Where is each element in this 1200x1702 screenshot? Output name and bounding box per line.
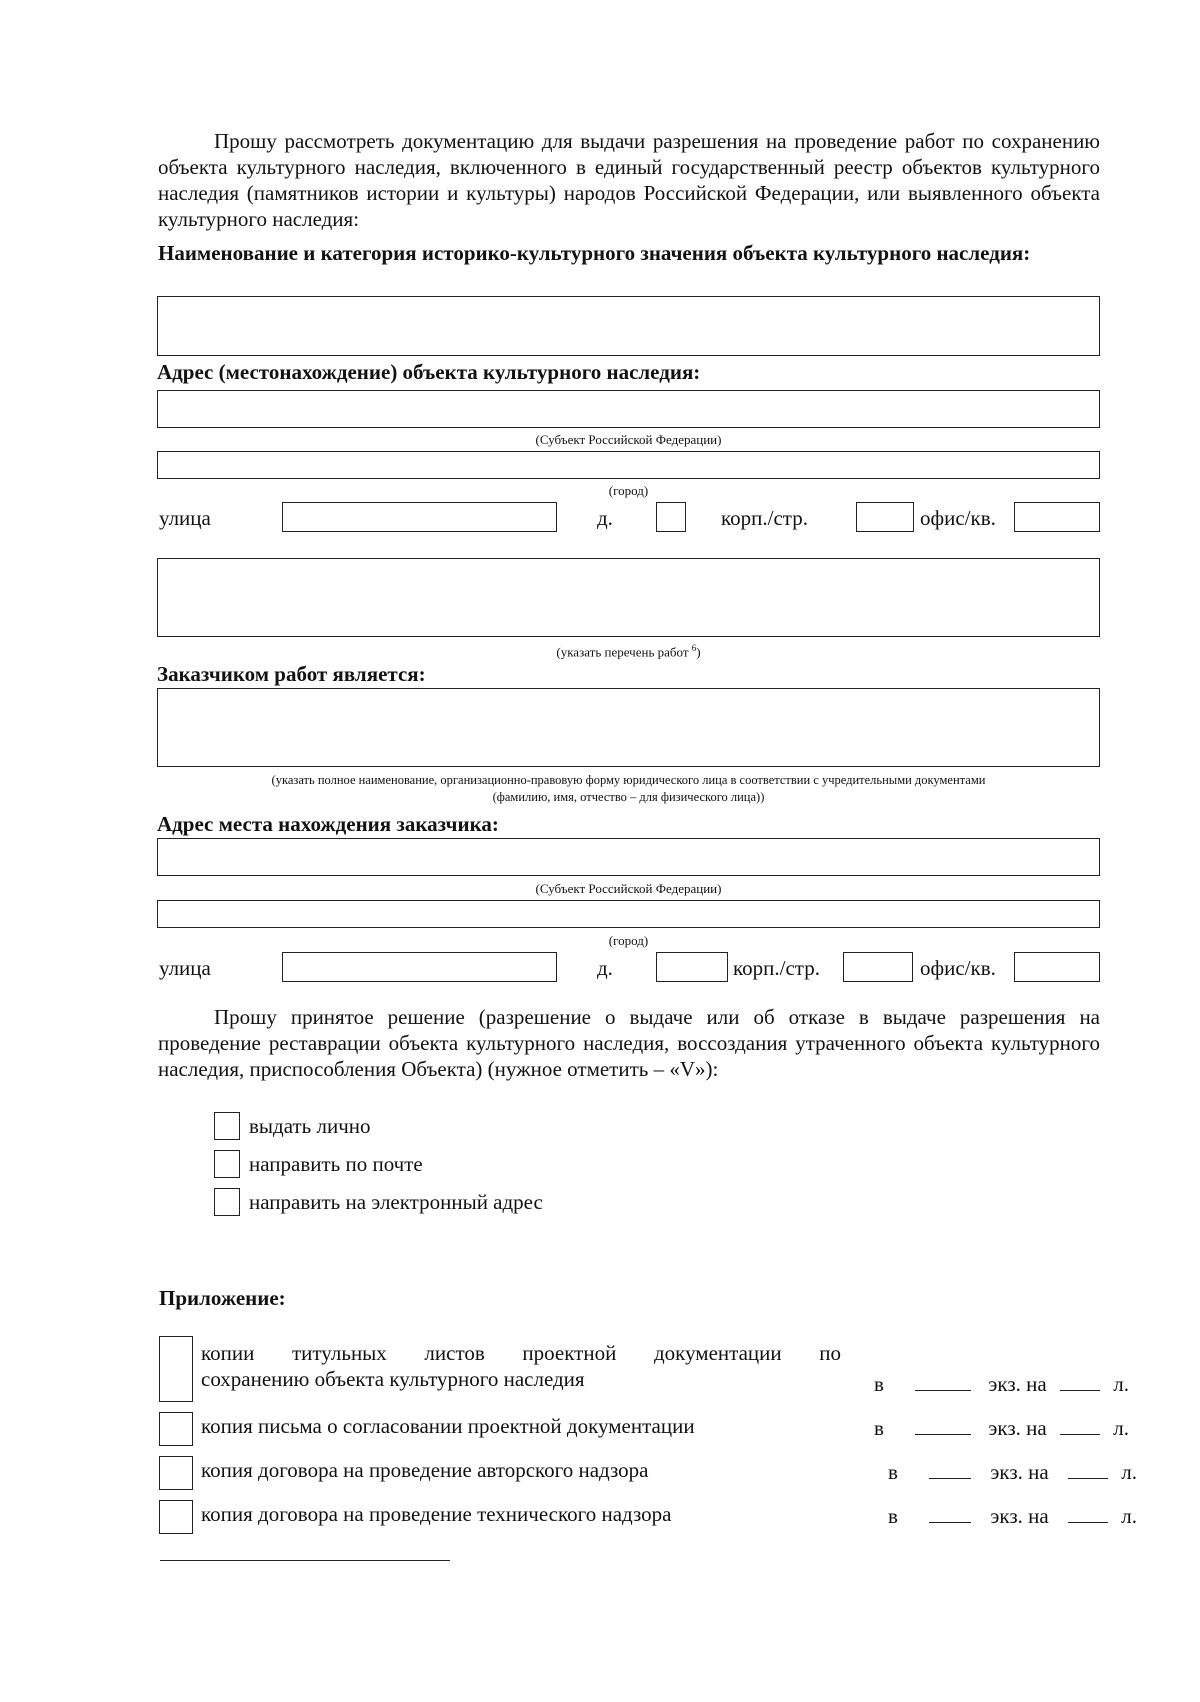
sheets-blank[interactable] [1068,1504,1108,1523]
appendix-item-counts: в экз. на л. [888,1504,1137,1528]
footnote-separator [160,1560,450,1561]
object-street-label: улица [159,506,211,530]
appendix-item-label: копии титульных листов проектной документации по [201,1341,841,1365]
appendix-item-counts: в экз. на л. [874,1416,1129,1440]
object-subject-field[interactable] [157,390,1100,428]
appendix-item-counts: в экз. на л. [874,1372,1129,1396]
appendix-heading: Приложение: [159,1286,286,1310]
delivery-option-label: направить на электронный адрес [249,1190,543,1214]
object-house-field[interactable] [656,502,686,532]
appendix-item-label: сохранению объекта культурного наследия [201,1367,585,1391]
copies-blank[interactable] [915,1416,971,1435]
sheets-blank[interactable] [1060,1372,1100,1391]
appendix-item-checkbox[interactable] [159,1456,193,1490]
appendix-item-label: копия письма о согласовании проектной документации [201,1414,695,1438]
object-street-field[interactable] [282,502,557,532]
sheets-blank[interactable] [1068,1460,1108,1479]
object-office-label: офис/кв. [920,506,996,530]
customer-street-label: улица [159,956,211,980]
customer-office-label: офис/кв. [920,956,996,980]
customer-city-caption: (город) [608,933,649,948]
appendix-item-checkbox[interactable] [159,1500,193,1534]
works-caption: (указать перечень работ $^6$) [556,643,701,660]
customer-caption-line1: (указать полное наименование, организационно-правовую форму юридического лица в соответствии с учредительными документами [271,773,986,787]
copies-blank[interactable] [929,1460,971,1479]
appendix-item-checkbox[interactable] [159,1412,193,1446]
object-office-field[interactable] [1014,502,1100,532]
appendix-item-label: копия договора на проведение авторского надзора [201,1458,649,1482]
customer-building-field[interactable] [843,952,913,982]
customer-building-label: корп./стр. [733,956,820,980]
appendix-item-checkbox[interactable] [159,1336,193,1402]
delivery-personal-checkbox[interactable] [214,1112,240,1140]
customer-address-heading: Адрес места нахождения заказчика: [157,812,499,836]
customer-caption-line2: (фамилию, имя, отчество – для физического лица)) [492,790,765,804]
object-building-field[interactable] [856,502,914,532]
customer-house-label: д. [597,956,613,980]
object-city-field[interactable] [157,451,1100,479]
delivery-option-label: выдать лично [249,1114,371,1138]
customer-subject-caption: (Субъект Российской Федерации) [535,881,722,896]
sheets-blank[interactable] [1060,1416,1100,1435]
delivery-mail-checkbox[interactable] [214,1150,240,1178]
object-name-heading: Наименование и категория историко-культурного значения объекта культурного наследия: [158,241,1031,265]
appendix-item-counts: в экз. на л. [888,1460,1137,1484]
customer-field[interactable] [157,688,1100,767]
delivery-email-checkbox[interactable] [214,1188,240,1216]
object-city-caption: (город) [608,483,649,498]
decision-paragraph: Прошу принятое решение (разрешение о выдаче или об отказе в выдаче разрешения на проведение реставрации объекта культурного наследия, воссоздания утраченного объекта культурного наследия, приспособления Объекта) (нужное отметить – «V»): [158,1005,1100,1081]
object-subject-caption: (Субъект Российской Федерации) [535,432,722,447]
works-footnote: 6 [691,643,697,653]
customer-house-field[interactable] [656,952,728,982]
customer-heading: Заказчиком работ является: [157,662,426,686]
customer-office-field[interactable] [1014,952,1100,982]
object-building-label: корп./стр. [721,506,808,530]
delivery-option-label: направить по почте [249,1152,423,1176]
appendix-item-label: копия договора на проведение технического надзора [201,1502,672,1526]
customer-street-field[interactable] [282,952,557,982]
copies-blank[interactable] [929,1504,971,1523]
object-address-heading: Адрес (местонахождение) объекта культурного наследия: [157,360,701,384]
intro-paragraph: Прошу рассмотреть документацию для выдачи разрешения на проведение работ по сохранению объекта культурного наследия, включенного в единый государственный реестр объектов культурного наследия (памятников истории и культуры) народов Российской Федерации, или выявленного объекта культурного наследия: [158,129,1100,231]
object-house-label: д. [597,506,613,530]
works-field[interactable] [157,558,1100,637]
object-name-field[interactable] [157,296,1100,356]
customer-city-field[interactable] [157,900,1100,928]
customer-subject-field[interactable] [157,838,1100,876]
copies-blank[interactable] [915,1372,971,1391]
